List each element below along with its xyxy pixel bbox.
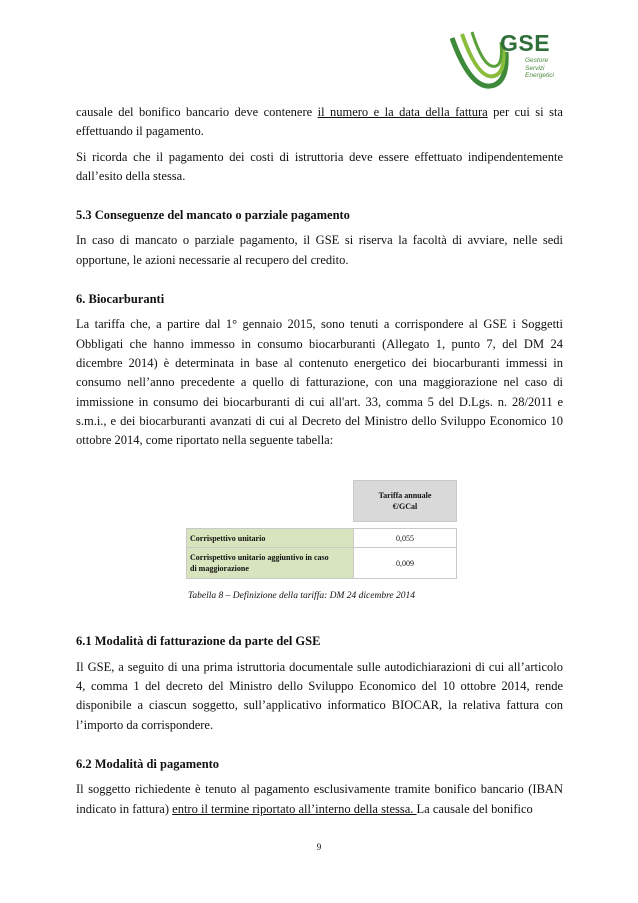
gse-logo-subtitle: Gestore Servizi Energetici — [525, 57, 554, 79]
row-value: 0,055 — [354, 529, 457, 548]
heading-6: 6. Biocarburanti — [76, 292, 165, 307]
table-row — [187, 529, 457, 548]
table-caption: Tabella 8 – Definizione della tariffa: DM 24 dicembre 2014 — [188, 591, 416, 602]
gse-logo-text: GSE — [500, 30, 551, 56]
page-content — [76, 103, 563, 819]
paragraph-istruttoria: Si ricorda che il pagamento dei costi di istruttoria deve essere effettuato indipendentemente dall’esito della stessa. — [76, 149, 563, 183]
page-number: 9 — [316, 842, 322, 852]
paragraph-6-2: Il soggetto richiedente è tenuto al pagamento esclusivamente tramite bonifico bancario (IBAN indicato in fattura) entro il termine riportato all’interno della stessa. La causale del bonifico — [76, 782, 563, 816]
row-value: 0,009 — [354, 548, 457, 579]
paragraph-6-1: Il GSE, a seguito di una prima istruttoria documentale sulle autodichiarazioni di cui all’articolo 4, comma 1 del decreto del Ministro dello Sviluppo Economico del 10 ottobre 2014, rende disponibile a ciascun soggetto, sull’applicativo informatico BIOCAR, la relativa fattura con l’importo da corrispondere. — [76, 659, 563, 732]
row-label: Corrispettivo unitario — [187, 529, 354, 548]
heading-6-2: 6.2 Modalità di pagamento — [76, 756, 220, 771]
heading-5-3: 5.3 Conseguenze del mancato o parziale pagamento — [76, 208, 350, 223]
table-row — [187, 548, 457, 579]
row-label: Corrispettivo unitario aggiuntivo in caso di maggiorazione — [187, 548, 354, 579]
tariff-header: Tariffa annuale €/GCal — [354, 481, 457, 522]
tariff-table — [186, 480, 457, 579]
paragraph-6: La tariffa che, a partire dal 1° gennaio 2015, sono tenuti a corrispondere al GSE i Soggetti Obbligati che hanno immesso in consumo biocarburanti (Allegato 1, punto 7, del DM 24 dicembre 2014) è determinata in base al contenuto energetico dei biocarburanti immessi in consumo nell’anno precedente a quello di fatturazione, con una maggiorazione nel caso di immissione in consumo dei biocarburanti di cui all'art. 33, comma 5 del D.Lgs. n. 28/2011 e s.m.i., e dei biocarburanti avanzati di cui al Decreto del Ministro dello Sviluppo Economico 10 ottobre 2014, come riportato nella seguente tabella: — [76, 317, 563, 448]
paragraph-5-3: In caso di mancato o parziale pagamento, il GSE si riserva la facoltà di avviare, nelle sedi opportune, le azioni necessarie al recupero del credito. — [76, 233, 563, 267]
heading-6-1: 6.1 Modalità di fatturazione da parte del GSE — [76, 634, 321, 649]
paragraph-causale: causale del bonifico bancario deve contenere il numero e la data della fattura per cui si sta effettuando il pagamento. — [76, 105, 563, 139]
